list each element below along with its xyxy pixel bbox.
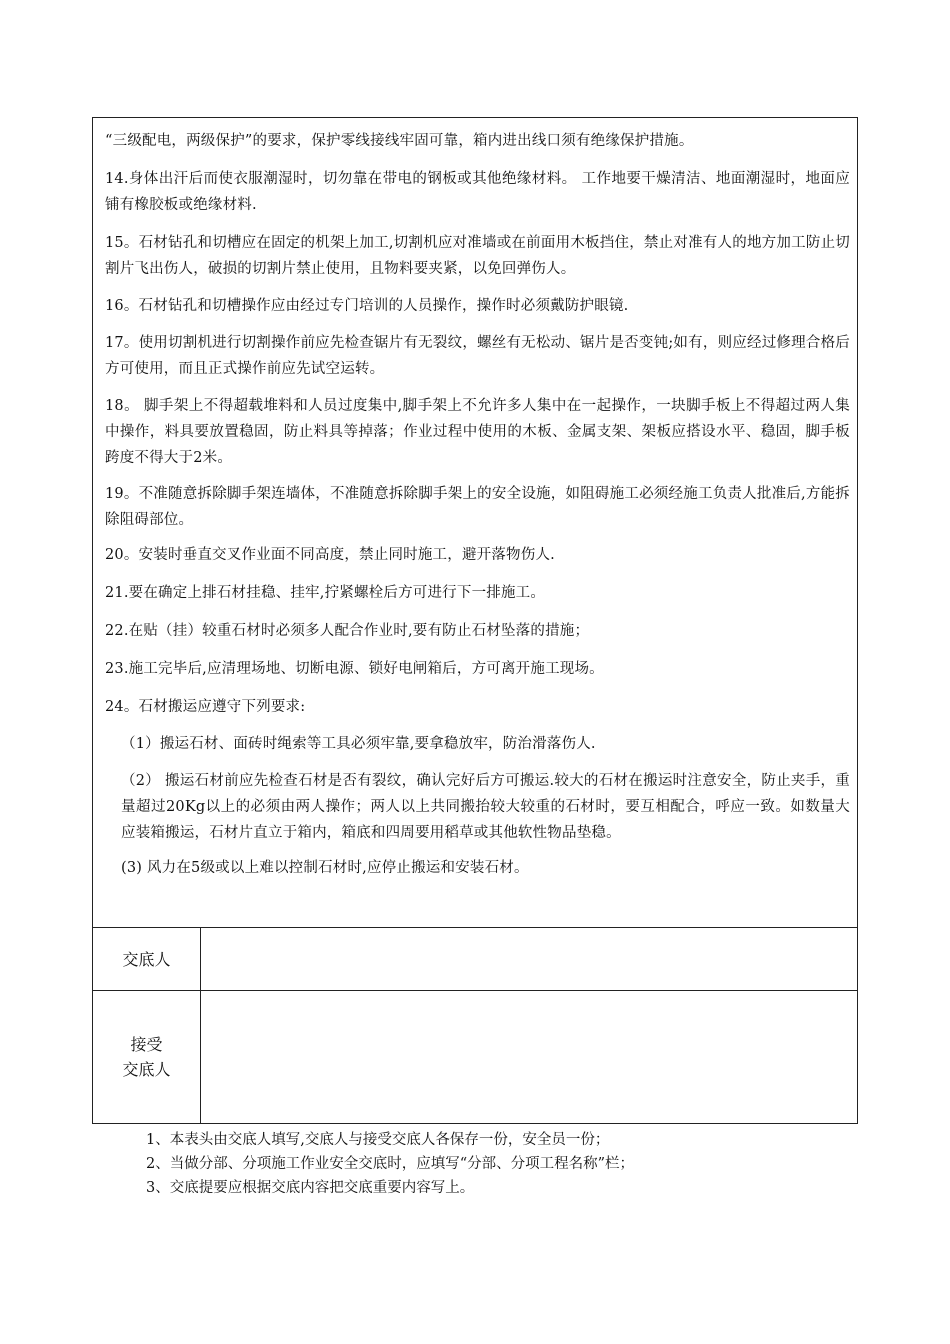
paragraph-22: 22.在贴（挂）较重石材时必须多人配合作业时,要有防止石材坠落的措施； (105, 623, 590, 639)
footnote-3: 3、交底提要应根据交底内容把交底重要内容写上。 (146, 1180, 475, 1196)
paragraph-17: 17。使用切割机进行切割操作前应先检查锯片有无裂纹，螺丝有无松动、锯片是否变钝;如有，则应经过修理合格后方可使用，而且正式操作前应先试空运转。 (105, 335, 850, 377)
paragraph-24: 24。石材搬运应遵守下列要求: (105, 699, 306, 715)
footnote-2: 2、当做分部、分项施工作业安全交底时，应填写“分部、分项工程名称”栏； (146, 1156, 635, 1172)
paragraph-18: 18。 脚手架上不得超载堆料和人员过度集中,脚手架上不允许多人集中在一起操作，一块脚手板上不得超过两人集中操作，料具要放置稳固，防止料具等掉落；作业过程中使用的木板、金属支架、架板应搭设水平、稳固，脚手板跨度不得大于2米。 (105, 398, 850, 466)
receiver-label-line1: 接受 (130, 1035, 163, 1054)
paragraph-24-item-3: (3) 风力在5级或以上难以控制石材时,应停止搬运和安装石材。 (121, 860, 529, 876)
paragraph-19: 19。不准随意拆除脚手架连墙体，不准随意拆除脚手架上的安全设施，如阻碍施工必须经施工负责人批准后,方能拆除阻碍部位。 (105, 486, 850, 528)
paragraph-20: 20。安装时垂直交叉作业面不同高度，禁止同时施工，避开落物伤人. (105, 547, 555, 563)
receiver-label (93, 991, 201, 1123)
paragraph-21: 21.要在确定上排石材挂稳、挂牢,拧紧螺栓后方可进行下一排施工。 (105, 585, 546, 601)
paragraph-15: 15。石材钻孔和切槽应在固定的机架上加工,切割机应对准墙或在前面用木板挡住，禁止对准有人的地方加工防止切割片飞出伤人，破损的切割片禁止使用，且物料要夹紧，以免回弹伤人。 (105, 235, 850, 277)
presenter-label: 交底人 (93, 928, 201, 990)
footnotes (146, 1128, 846, 1200)
paragraph-16: 16。石材钻孔和切槽操作应由经过专门培训的人员操作，操作时必须戴防护眼镜. (105, 298, 629, 314)
paragraph-24-item-1: （1）搬运石材、面砖时绳索等工具必须牢靠,要拿稳放牢，防治滑落伤人. (121, 736, 596, 752)
paragraph-14: 14.身体出汗后而使衣服潮湿时，切勿靠在带电的钢板或其他绝缘材料。 工作地要干燥清洁、地面潮湿时，地面应铺有橡胶板或绝缘材料. (105, 171, 850, 213)
receiver-field[interactable] (201, 991, 857, 1123)
disclosure-table (92, 117, 858, 1124)
paragraph-24-item-2: （2） 搬运石材前应先检查石材是否有裂纹，确认完好后方可搬运.较大的石材在搬运时注意安全，防止夹手，重量超过20Kg以上的必须由两人操作；两人以上共同搬抬较大较重的石材时，要互相配合，呼应一致。如数量大应装箱搬运，石材片直立于箱内，箱底和四周要用稻草或其他软性物品垫稳。 (121, 773, 850, 841)
presenter-row (93, 928, 857, 991)
presenter-field[interactable] (201, 928, 857, 990)
receiver-label-line2: 交底人 (122, 1060, 171, 1079)
receiver-row (93, 991, 857, 1123)
disclosure-content-cell (93, 118, 857, 928)
paragraph-23: 23.施工完毕后,应清理场地、切断电源、锁好电闸箱后，方可离开施工现场。 (105, 661, 604, 677)
footnote-1: 1、本表头由交底人填写,交底人与接受交底人各保存一份，安全员一份； (146, 1132, 610, 1148)
paragraph-intro: “三级配电，两级保护”的要求，保护零线接线牢固可靠，箱内进出线口须有绝缘保护措施。 (105, 133, 694, 149)
